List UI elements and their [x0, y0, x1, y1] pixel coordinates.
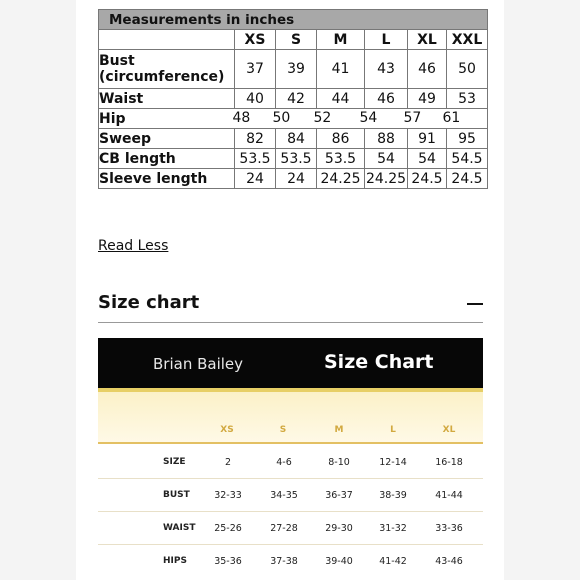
brand-cell: 16-18 — [435, 457, 463, 468]
divider — [98, 322, 483, 323]
brand-cell: 33-36 — [435, 523, 463, 534]
table-cell: 43 — [365, 50, 408, 89]
table-cell: 95 — [447, 129, 488, 149]
row-label: Waist — [99, 89, 235, 109]
brand-cell: 12-14 — [379, 457, 407, 468]
table-row — [99, 89, 488, 109]
corner-cell — [99, 30, 235, 50]
table-cell: 24 — [276, 169, 317, 189]
table-cell: 54 — [365, 149, 408, 169]
row-divider — [98, 544, 483, 545]
brand-cell: 43-46 — [435, 556, 463, 567]
brand-cell: 25-26 — [214, 523, 242, 534]
table-cell: 61 — [442, 110, 461, 126]
brand-cell: 41-42 — [379, 556, 407, 567]
brand-cell: 31-32 — [379, 523, 407, 534]
table-cell: 50 — [447, 50, 488, 89]
table-cell: 40 — [235, 89, 276, 109]
table-cell: 41 — [317, 50, 365, 89]
row-label: CB length — [99, 149, 235, 169]
brand-cell: 34-35 — [270, 490, 298, 501]
brand-cell: 39-40 — [325, 556, 353, 567]
row-label: Hip — [99, 109, 235, 129]
table-cell: 53 — [447, 89, 488, 109]
brand-cell: 32-33 — [214, 490, 242, 501]
brand-cell: 36-37 — [325, 490, 353, 501]
table-cell: 54 — [359, 110, 378, 126]
size-header: M — [317, 30, 365, 50]
row-label: Sleeve length — [99, 169, 235, 189]
brand-chart-header — [98, 338, 483, 388]
brand-row-label: BUST — [163, 490, 190, 500]
measurements-title: Measurements in inches — [99, 10, 488, 30]
minus-icon[interactable] — [467, 303, 483, 305]
table-cell: 39 — [276, 50, 317, 89]
brand-size-header: L — [390, 425, 396, 435]
brand-cell: 41-44 — [435, 490, 463, 501]
size-header: XL — [408, 30, 447, 50]
table-cell: 24.5 — [408, 169, 447, 189]
brand-cell: 8-10 — [328, 457, 350, 468]
row-label: Sweep — [99, 129, 235, 149]
row-divider — [98, 511, 483, 512]
table-cell: 24.5 — [447, 169, 488, 189]
table-cell: 82 — [235, 129, 276, 149]
brand-size-header: M — [334, 425, 344, 435]
brand-chart-title: Size Chart — [324, 351, 434, 373]
brand-cell: 38-39 — [379, 490, 407, 501]
brand-name: Brian Bailey — [153, 355, 244, 373]
brand-cell: 35-36 — [214, 556, 242, 567]
table-cell: 24.25 — [317, 169, 365, 189]
cream-band — [98, 392, 483, 442]
table-cell: 86 — [317, 129, 365, 149]
table-row — [99, 129, 488, 149]
table-cell: 53.5 — [235, 149, 276, 169]
size-header: S — [276, 30, 317, 50]
size-header-row — [99, 30, 488, 50]
brand-cell: 29-30 — [325, 523, 353, 534]
table-cell: 24.25 — [365, 170, 407, 187]
table-cell: 50 — [272, 110, 291, 126]
brand-cell: 2 — [224, 457, 232, 468]
read-less-link[interactable]: Read Less — [98, 238, 169, 254]
brand-size-header: S — [279, 425, 287, 435]
table-cell: 37 — [235, 50, 276, 89]
table-row — [99, 50, 488, 89]
brand-size-header: XL — [442, 425, 456, 435]
table-cell: 84 — [276, 129, 317, 149]
table-cell: 46 — [408, 50, 447, 89]
size-chart-heading[interactable]: Size chart — [98, 292, 200, 313]
hip-values — [232, 109, 488, 129]
table-cell: 46 — [365, 89, 408, 109]
size-header: XXL — [447, 30, 488, 50]
table-row — [99, 149, 488, 169]
table-cell: 49 — [408, 89, 447, 109]
brand-cell: 37-38 — [270, 556, 298, 567]
brand-size-header: XS — [220, 425, 234, 435]
size-header: XS — [235, 30, 276, 50]
table-cell: 91 — [408, 129, 447, 149]
table-cell: 42 — [276, 89, 317, 109]
row-divider — [98, 478, 483, 479]
measurements-table — [98, 9, 488, 189]
table-cell: 53.5 — [317, 149, 365, 169]
table-cell: 53.5 — [276, 149, 317, 169]
table-cell: 48 — [232, 110, 251, 126]
table-cell: 52 — [313, 110, 332, 126]
brand-cell: 27-28 — [270, 523, 298, 534]
table-cell: 24 — [235, 169, 276, 189]
table-row — [99, 169, 488, 189]
row-label: Bust (circumference) — [99, 50, 235, 89]
table-row — [99, 109, 488, 129]
brand-cell: 4-6 — [276, 457, 292, 468]
table-cell: 88 — [365, 129, 408, 149]
table-cell: 44 — [317, 89, 365, 109]
brand-row-label: HIPS — [163, 556, 187, 566]
gold-divider — [98, 442, 483, 444]
brand-row-label: WAIST — [163, 523, 196, 533]
brand-row-label: SIZE — [163, 457, 186, 467]
table-cell: 54 — [408, 149, 447, 169]
table-cell: 54.5 — [447, 149, 488, 169]
size-header: L — [365, 30, 408, 50]
table-cell: 57 — [403, 110, 422, 126]
